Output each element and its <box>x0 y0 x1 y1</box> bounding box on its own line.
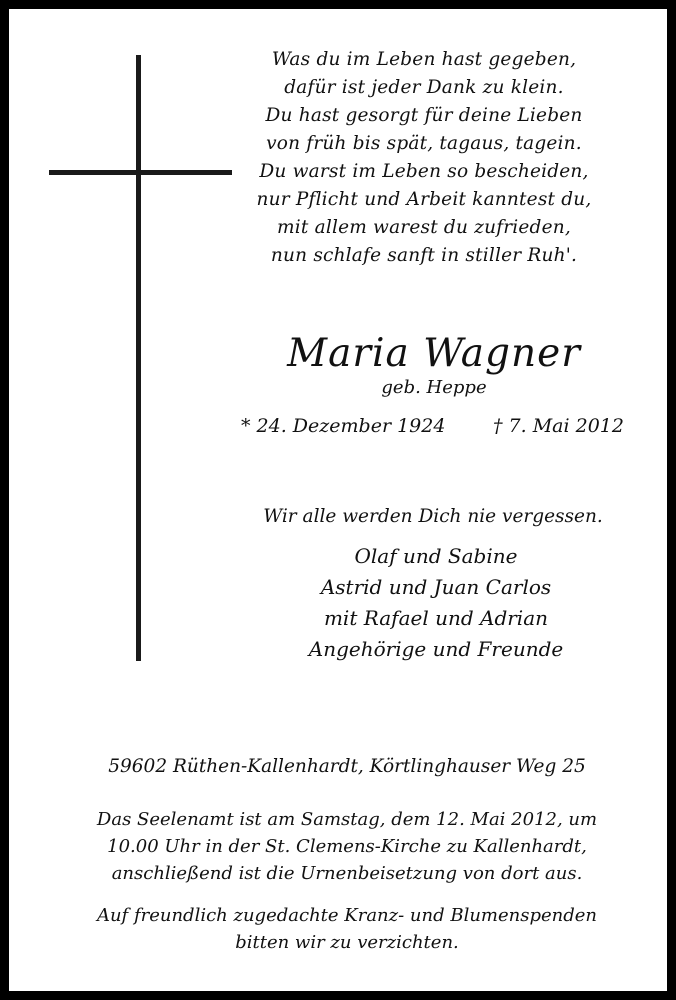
mourner-line: mit Rafael und Adrian <box>323 606 549 630</box>
birth-date: * 24. Dezember 1924 <box>241 415 446 437</box>
flowers-line: Auf freundlich zugedachte Kranz- und Blumenspenden <box>96 905 598 926</box>
poem-line: dafür ist jeder Dank zu klein. <box>284 77 564 98</box>
poem-line: nun schlafe sanft in stiller Ruh'. <box>270 245 578 266</box>
mourner-line: Angehörige und Freunde <box>308 637 564 661</box>
memorial-poem <box>241 46 607 270</box>
cross-vertical-beam <box>136 55 141 661</box>
mourners-list <box>271 541 601 665</box>
service-line: 10.00 Uhr in der St. Clemens-Kirche zu Kallenhardt, <box>107 836 587 857</box>
service-line: Das Seelenamt ist am Samstag, dem 12. Mai 2012, um <box>96 809 598 830</box>
mourner-line: Astrid und Juan Carlos <box>320 575 552 599</box>
flowers-notice <box>49 902 645 956</box>
poem-line: Du warst im Leben so bescheiden, <box>259 161 589 182</box>
family-address: 59602 Rüthen-Kallenhardt, Körtlinghauser Weg 25 <box>108 756 586 777</box>
death-date: † 7. Mai 2012 <box>493 415 624 437</box>
flowers-line: bitten wir zu verzichten. <box>235 932 459 953</box>
deceased-name: Maria Wagner <box>287 331 581 376</box>
farewell-line: Wir alle werden Dich nie vergessen. <box>263 506 603 527</box>
poem-line: Du hast gesorgt für deine Lieben <box>265 105 583 126</box>
poem-line: von früh bis spät, tagaus, tagein. <box>266 133 582 154</box>
service-notice <box>49 806 645 887</box>
cross-horizontal-beam <box>49 170 232 175</box>
maiden-name: geb. Heppe <box>381 377 487 398</box>
mourner-line: Olaf und Sabine <box>354 544 518 568</box>
poem-line: nur Pflicht und Arbeit kanntest du, <box>256 189 592 210</box>
service-line: anschließend ist die Urnenbeisetzung von dort aus. <box>111 863 583 884</box>
poem-line: Was du im Leben hast gegeben, <box>271 49 577 70</box>
poem-line: mit allem warest du zufrieden, <box>277 217 571 238</box>
